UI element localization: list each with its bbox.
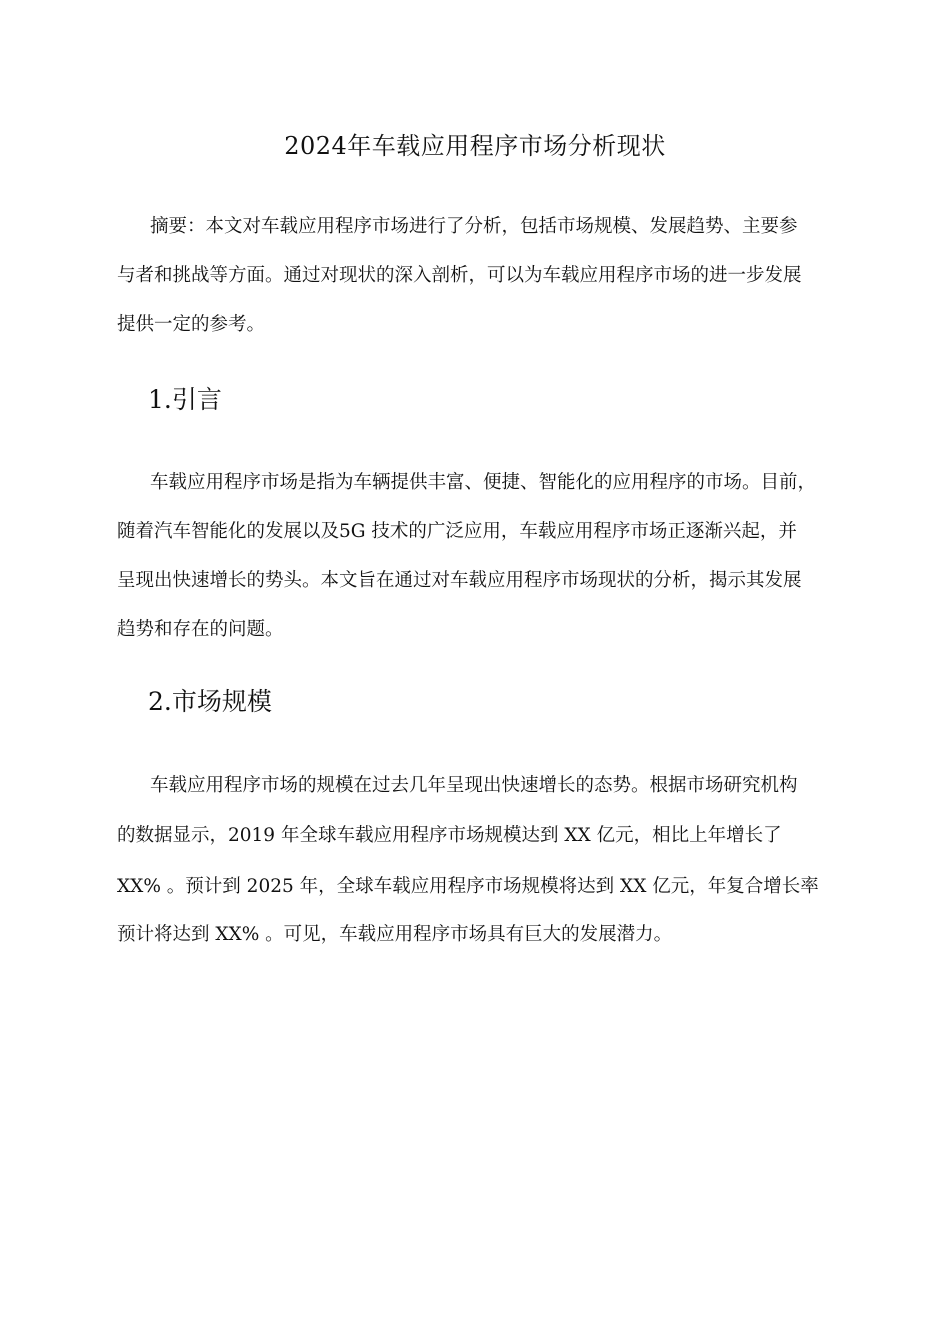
- paragraph-line: 随着汽车智能化的发展以及5G 技术的广泛应用，车载应用程序市场正逐渐兴起，并: [117, 521, 797, 542]
- abstract-line: 与者和挑战等方面。通过对现状的深入剖析，可以为车载应用程序市场的进一步发展: [117, 265, 802, 286]
- paragraph-line: XX% 。预计到 2025 年，全球车载应用程序市场规模将达到 XX 亿元，年复合增长率: [117, 876, 819, 897]
- abstract-line: 提供一定的参考。: [117, 314, 266, 335]
- paragraph-line: 趋势和存在的问题。: [117, 619, 284, 640]
- paragraph-line: 车载应用程序市场是指为车辆提供丰富、便捷、智能化的应用程序的市场。目前，: [150, 472, 817, 493]
- paragraph-line: 车载应用程序市场的规模在过去几年呈现出快速增长的态势。根据市场研究机构: [150, 775, 798, 796]
- paragraph-line: 预计将达到 XX% 。可见，车载应用程序市场具有巨大的发展潜力。: [117, 924, 673, 945]
- paragraph-line: 呈现出快速增长的势头。本文旨在通过对车载应用程序市场现状的分析，揭示其发展: [117, 570, 802, 591]
- document-title: 2024年车载应用程序市场分析现状: [284, 132, 666, 160]
- section-heading: 1.引言: [148, 385, 222, 414]
- abstract-line: 摘要：本文对车载应用程序市场进行了分析，包括市场规模、发展趋势、主要参: [150, 216, 798, 237]
- paragraph-line: 的数据显示，2019 年全球车载应用程序市场规模达到 XX 亿元，相比上年增长了: [117, 825, 782, 846]
- section-heading: 2.市场规模: [148, 687, 272, 716]
